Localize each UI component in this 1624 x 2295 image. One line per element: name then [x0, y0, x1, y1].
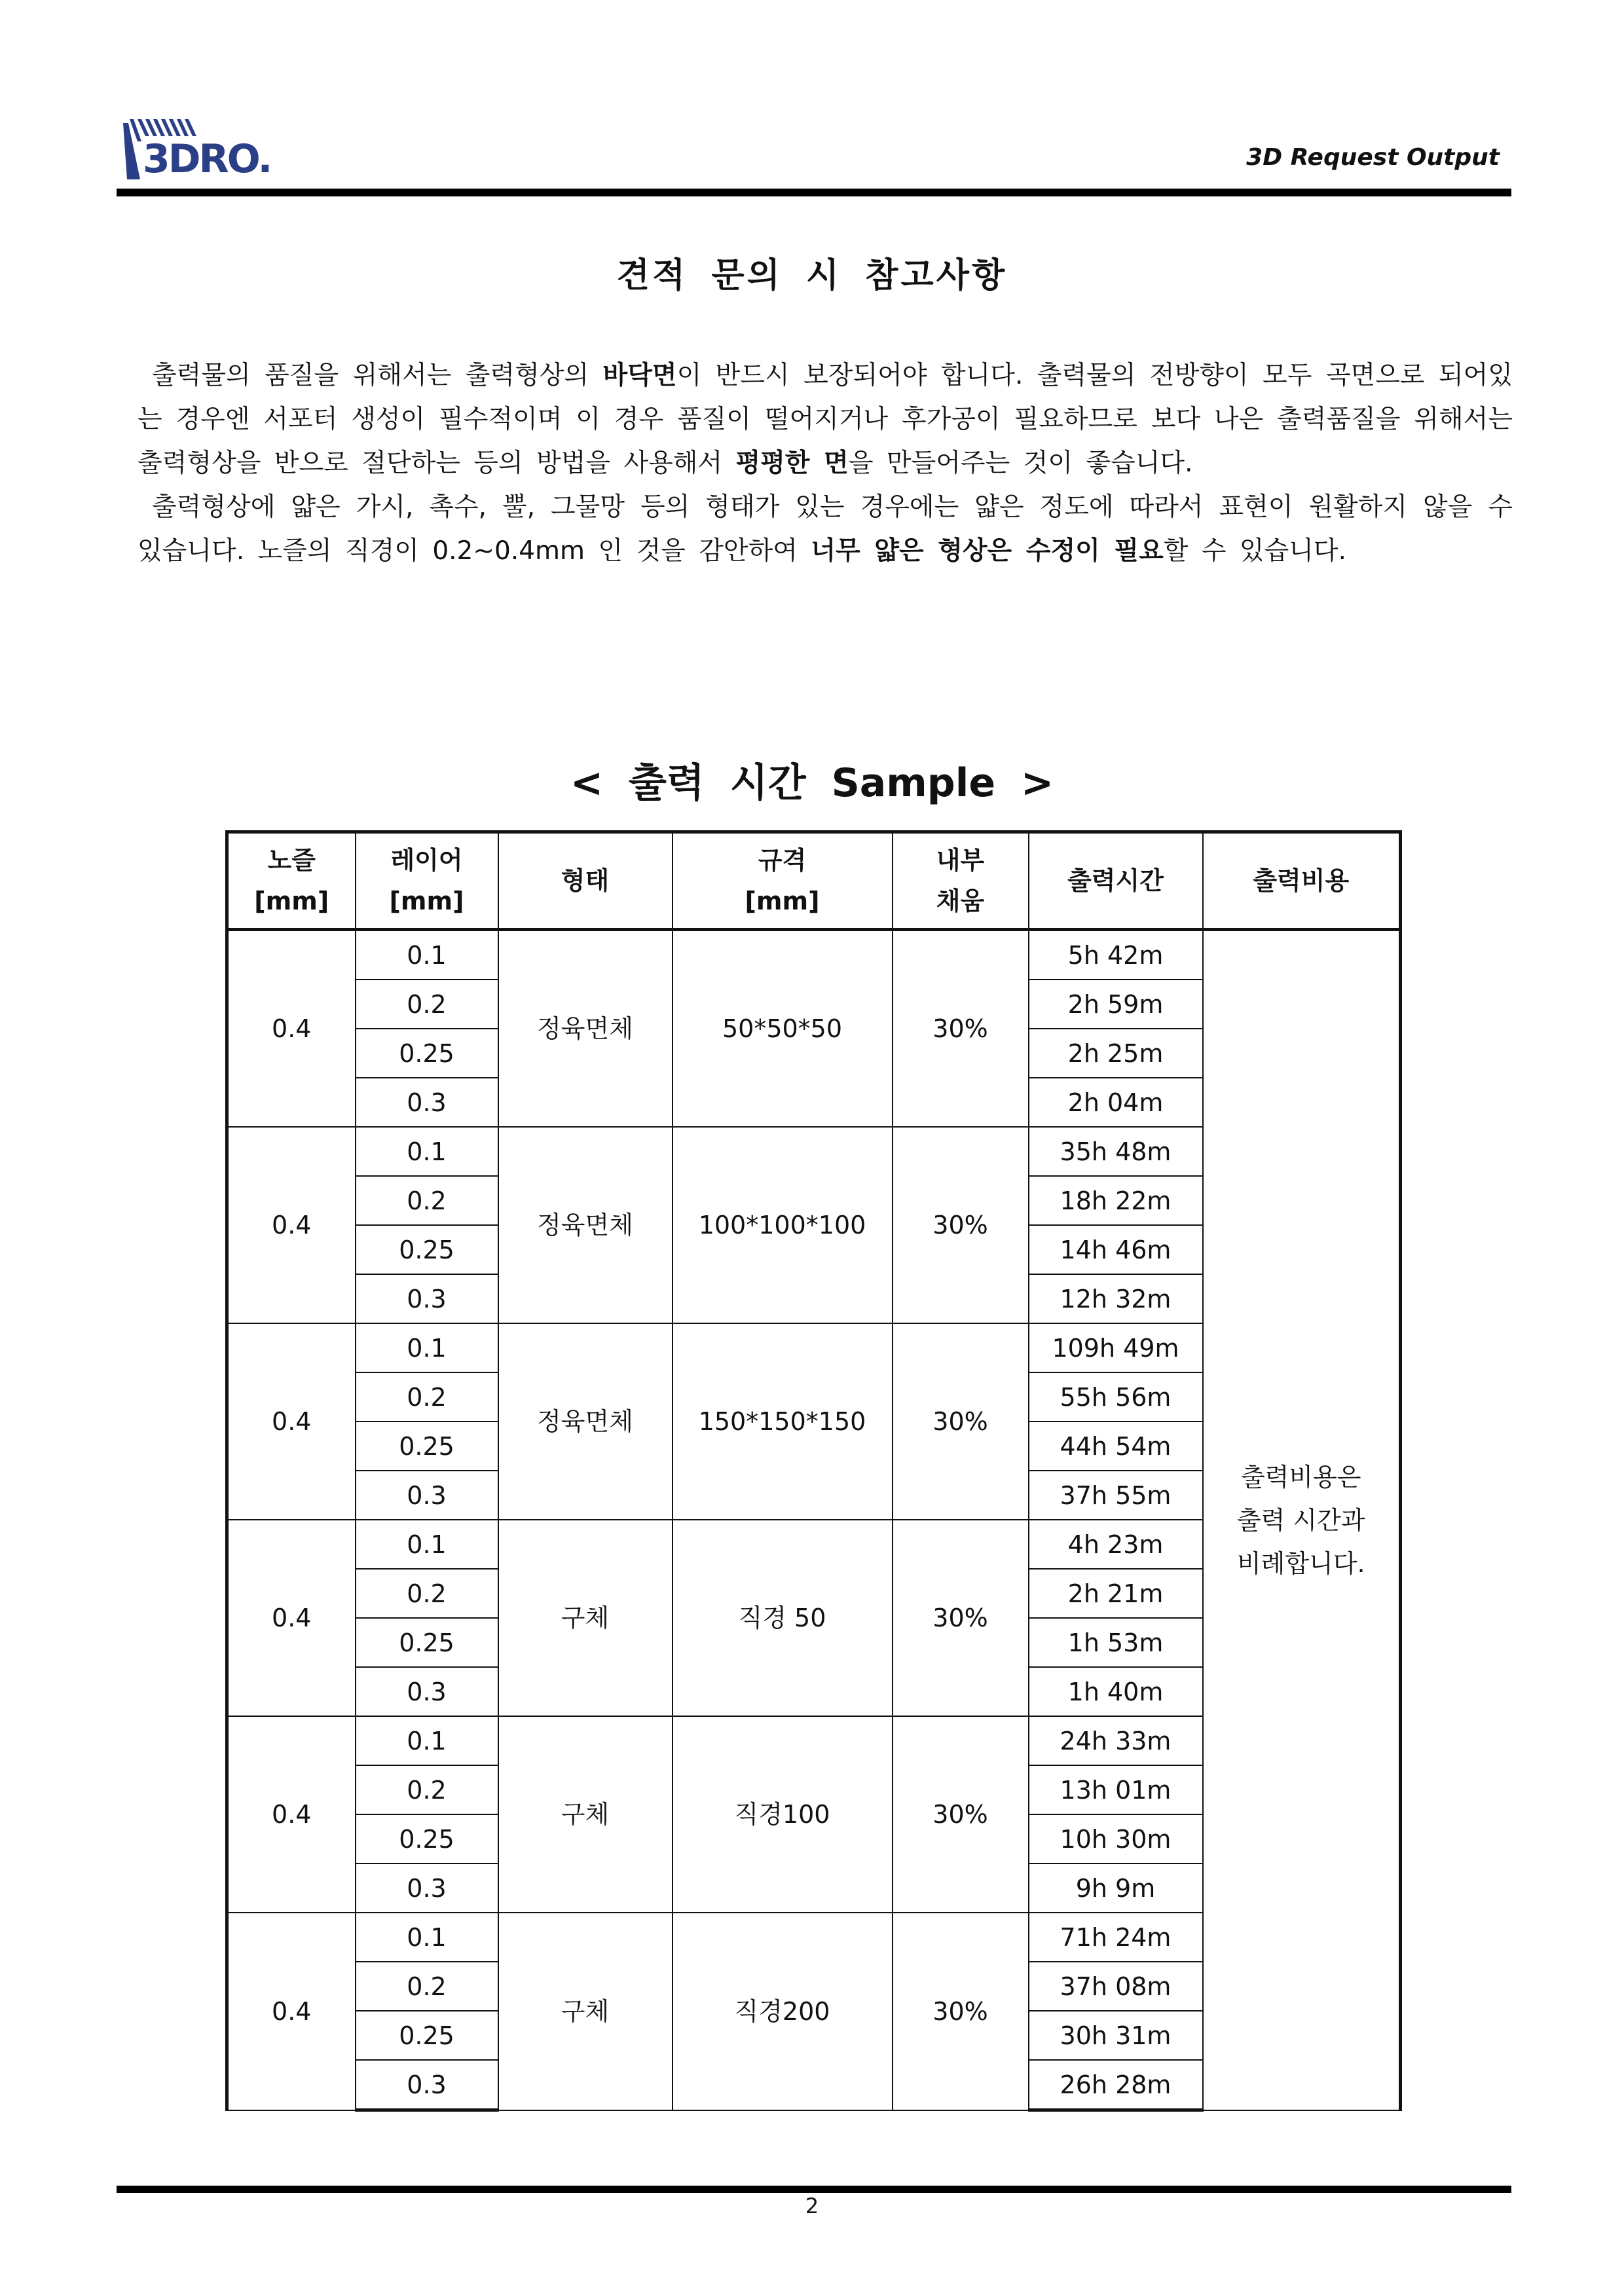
layer-cell: 0.3: [356, 1667, 498, 1716]
shape-cell: 정육면체: [498, 1127, 673, 1323]
header-spec: 규격 [mm]: [673, 832, 893, 930]
nozzle-cell: 0.4: [227, 1716, 356, 1913]
nozzle-cell: 0.4: [227, 930, 356, 1128]
footer-divider: [117, 2186, 1511, 2193]
infill-cell: 30%: [893, 1716, 1029, 1913]
layer-cell: 0.2: [356, 1176, 498, 1225]
shape-cell: 구체: [498, 1716, 673, 1913]
print-time-cell: 14h 46m: [1029, 1225, 1203, 1274]
shape-cell: 구체: [498, 1520, 673, 1716]
print-cost-note: [1203, 930, 1401, 2110]
document-body: [138, 354, 1513, 573]
layer-cell: 0.2: [356, 1569, 498, 1618]
header-shape: 형태: [498, 832, 673, 930]
print-time-cell: 1h 53m: [1029, 1618, 1203, 1667]
layer-cell: 0.25: [356, 1029, 498, 1078]
page-header: [117, 111, 1511, 196]
spec-cell: 직경 50: [673, 1520, 893, 1716]
print-time-cell: 37h 55m: [1029, 1471, 1203, 1520]
layer-cell: 0.3: [356, 1078, 498, 1127]
print-time-cell: 1h 40m: [1029, 1667, 1203, 1716]
infill-cell: 30%: [893, 1913, 1029, 2110]
table-body: [227, 930, 1401, 2110]
print-time-cell: 12h 32m: [1029, 1274, 1203, 1323]
print-time-cell: 5h 42m: [1029, 930, 1203, 980]
page-number: 2: [805, 2194, 819, 2218]
cost-note-line: 비례합니다.: [1236, 1549, 1365, 1578]
infill-cell: 30%: [893, 1127, 1029, 1323]
layer-cell: 0.2: [356, 1962, 498, 2011]
print-time-sample-table: [225, 830, 1402, 2112]
shape-cell: 정육면체: [498, 930, 673, 1128]
layer-cell: 0.3: [356, 1471, 498, 1520]
layer-cell: 0.1: [356, 1716, 498, 1765]
header-print-time: 출력시간: [1029, 832, 1203, 930]
company-logo: [122, 117, 272, 182]
print-time-cell: 37h 08m: [1029, 1962, 1203, 2011]
layer-cell: 0.25: [356, 1814, 498, 1864]
layer-cell: 0.25: [356, 2011, 498, 2060]
paragraph1-emphasis-2: 평평한 면: [735, 449, 849, 478]
logo-text: 3DRO.: [143, 136, 271, 182]
nozzle-cell: 0.4: [227, 1127, 356, 1323]
spec-cell: 50*50*50: [673, 930, 893, 1128]
layer-cell: 0.3: [356, 1274, 498, 1323]
layer-cell: 0.2: [356, 1765, 498, 1814]
spec-cell: 150*150*150: [673, 1323, 893, 1520]
layer-cell: 0.3: [356, 2060, 498, 2110]
layer-cell: 0.1: [356, 1520, 498, 1569]
paragraph2-text-1: 출력형상에 얇은 가시, 촉수, 뿔, 그물망 등의 형태가 있는 경우에는 얇은 정도에 따라서 표현이 원활하지 않을 수 있습니다. 노즐의 직경이 0.2~0.4mm 인 것을 감안하여: [138, 492, 1513, 566]
print-time-cell: 4h 23m: [1029, 1520, 1203, 1569]
header-print-cost: 출력비용: [1203, 832, 1401, 930]
paragraph2-emphasis-1: 너무 얇은 형상은 수정이 필요: [811, 536, 1164, 566]
nozzle-cell: 0.4: [227, 1913, 356, 2110]
nozzle-cell: 0.4: [227, 1520, 356, 1716]
paragraph1-text-1: 출력물의 품질을 위해서는 출력형상의: [152, 361, 603, 390]
infill-cell: 30%: [893, 930, 1029, 1128]
layer-cell: 0.3: [356, 1864, 498, 1913]
shape-cell: 정육면체: [498, 1323, 673, 1520]
header-layer: 레이어 [mm]: [356, 832, 498, 930]
paragraph1-text-3: 을 만들어주는 것이 좋습니다.: [848, 449, 1193, 478]
header-title: 3D Request Output: [1246, 144, 1500, 171]
print-time-cell: 18h 22m: [1029, 1176, 1203, 1225]
layer-cell: 0.25: [356, 1225, 498, 1274]
print-time-cell: 55h 56m: [1029, 1372, 1203, 1422]
header-divider: [117, 189, 1511, 196]
layer-cell: 0.25: [356, 1422, 498, 1471]
document-title: 견적 문의 시 참고사항: [616, 256, 1008, 295]
paragraph-thin-shapes: [138, 485, 1513, 573]
print-time-cell: 9h 9m: [1029, 1864, 1203, 1913]
table-row: [227, 930, 1401, 980]
layer-cell: 0.2: [356, 1372, 498, 1422]
layer-cell: 0.1: [356, 1127, 498, 1176]
table-header-row: [227, 832, 1401, 930]
print-time-cell: 2h 25m: [1029, 1029, 1203, 1078]
cost-note-line: 출력비용은: [1240, 1462, 1361, 1492]
print-time-cell: 13h 01m: [1029, 1765, 1203, 1814]
print-time-cell: 30h 31m: [1029, 2011, 1203, 2060]
paragraph1-emphasis-1: 바닥면: [602, 361, 677, 390]
layer-cell: 0.1: [356, 930, 498, 980]
sample-title: < 출력 시간 Sample >: [570, 760, 1054, 806]
print-time-cell: 2h 59m: [1029, 980, 1203, 1029]
nozzle-cell: 0.4: [227, 1323, 356, 1520]
shape-cell: 구체: [498, 1913, 673, 2110]
header-infill: 내부 채움: [893, 832, 1029, 930]
print-time-cell: 10h 30m: [1029, 1814, 1203, 1864]
paragraph-bottom-surface: [138, 354, 1513, 485]
paragraph1-text-2: 이 반드시 보장되어야 합니다. 출력물의 전방향이 모두 곡면으로 되어있는 경우엔 서포터 생성이 필수적이며 이 경우 품질이 떨어지거나 후가공이 필요하므로 보다 나은 출력품질을 위해서는 출력형상을 반으로 절단하는 등의 방법을 사용해서: [138, 361, 1513, 478]
cost-note-line: 출력 시간과: [1236, 1505, 1365, 1535]
print-time-cell: 24h 33m: [1029, 1716, 1203, 1765]
header-nozzle: 노즐 [mm]: [227, 832, 356, 930]
print-time-cell: 35h 48m: [1029, 1127, 1203, 1176]
print-time-cell: 71h 24m: [1029, 1913, 1203, 1962]
print-time-cell: 2h 21m: [1029, 1569, 1203, 1618]
layer-cell: 0.1: [356, 1913, 498, 1962]
print-time-cell: 109h 49m: [1029, 1323, 1203, 1372]
layer-cell: 0.1: [356, 1323, 498, 1372]
infill-cell: 30%: [893, 1323, 1029, 1520]
spec-cell: 직경200: [673, 1913, 893, 2110]
print-time-cell: 44h 54m: [1029, 1422, 1203, 1471]
spec-cell: 직경100: [673, 1716, 893, 1913]
print-time-cell: 26h 28m: [1029, 2060, 1203, 2110]
infill-cell: 30%: [893, 1520, 1029, 1716]
layer-cell: 0.25: [356, 1618, 498, 1667]
layer-cell: 0.2: [356, 980, 498, 1029]
print-time-cell: 2h 04m: [1029, 1078, 1203, 1127]
spec-cell: 100*100*100: [673, 1127, 893, 1323]
paragraph2-text-2: 할 수 있습니다.: [1163, 536, 1346, 566]
